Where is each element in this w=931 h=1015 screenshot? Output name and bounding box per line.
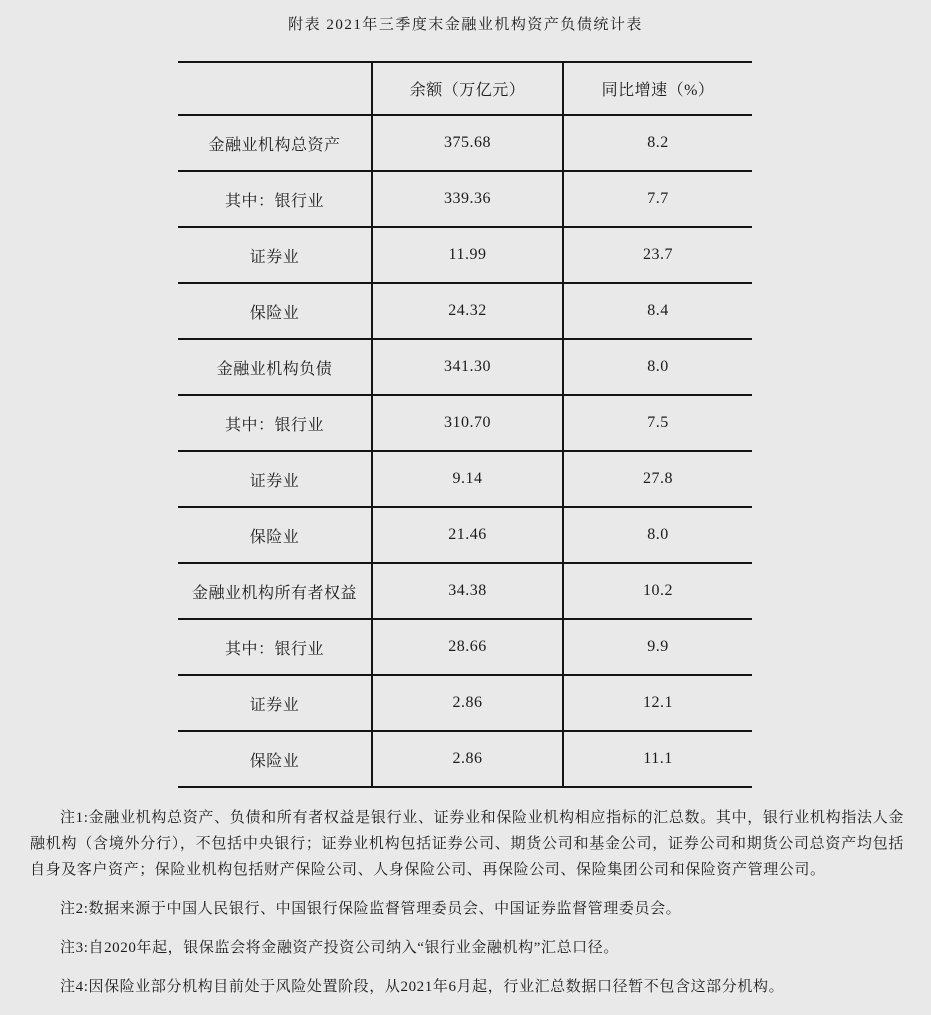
row-balance: 21.46 <box>372 507 563 563</box>
row-balance: 2.86 <box>372 675 563 731</box>
table-row <box>178 227 752 283</box>
row-label: 其中：银行业 <box>178 395 372 451</box>
row-growth: 7.5 <box>563 395 752 451</box>
financial-statistics-table <box>178 61 752 788</box>
row-label: 其中：银行业 <box>178 171 372 227</box>
footnote-3: 注3:自2020年起，银保监会将金融资产投资公司纳入“银行业金融机构”汇总口径。 <box>60 940 619 956</box>
footnote-1: 注1:金融业机构总资产、负债和所有者权益是银行业、证券业和保险业机构相应指标的汇总数。其中，银行业机构指法人金融机构（含境外分行），不包括中央银行；证券业机构包括证券公司、期货公司和基金公司，证券公司和期货公司总资产均包括自身及客户资产；保险业机构包括财产保险公司、人身保险公司、再保险公司、保险集团公司和保险资产管理公司。 <box>30 810 904 878</box>
page-title: 附表 2021年三季度末金融业机构资产负债统计表 <box>288 17 643 33</box>
row-growth: 8.0 <box>563 507 752 563</box>
row-balance: 9.14 <box>372 451 563 507</box>
header-growth: 同比增速（%） <box>563 62 752 115</box>
row-balance: 2.86 <box>372 731 563 787</box>
row-label: 金融业机构所有者权益 <box>178 563 372 619</box>
row-growth: 12.1 <box>563 675 752 731</box>
table-row <box>178 171 752 227</box>
row-label: 保险业 <box>178 731 372 787</box>
row-balance: 34.38 <box>372 563 563 619</box>
row-balance: 341.30 <box>372 339 563 395</box>
table-row <box>178 339 752 395</box>
row-balance: 28.66 <box>372 619 563 675</box>
table-row <box>178 619 752 675</box>
header-balance: 余额（万亿元） <box>372 62 563 115</box>
table-row <box>178 507 752 563</box>
table-row <box>178 675 752 731</box>
row-growth: 7.7 <box>563 171 752 227</box>
footnote-4: 注4:因保险业部分机构目前处于风险处置阶段，从2021年6月起，行业汇总数据口径暂不包含这部分机构。 <box>60 979 785 995</box>
row-growth: 10.2 <box>563 563 752 619</box>
row-growth: 8.2 <box>563 115 752 171</box>
row-balance: 375.68 <box>372 115 563 171</box>
row-balance: 24.32 <box>372 283 563 339</box>
table-row <box>178 395 752 451</box>
table-row <box>178 451 752 507</box>
row-label: 证券业 <box>178 227 372 283</box>
table-header-row <box>178 62 752 115</box>
row-label: 金融业机构总资产 <box>178 115 372 171</box>
row-growth: 11.1 <box>563 731 752 787</box>
table-row <box>178 731 752 787</box>
row-label: 其中：银行业 <box>178 619 372 675</box>
row-label: 证券业 <box>178 451 372 507</box>
row-growth: 27.8 <box>563 451 752 507</box>
row-balance: 310.70 <box>372 395 563 451</box>
row-growth: 8.0 <box>563 339 752 395</box>
row-balance: 339.36 <box>372 171 563 227</box>
header-indicator <box>178 62 372 115</box>
footnote-2: 注2:数据来源于中国人民银行、中国银行保险监督管理委员会、中国证券监督管理委员会。 <box>60 901 682 917</box>
table-row <box>178 283 752 339</box>
table-row <box>178 563 752 619</box>
row-label: 金融业机构负债 <box>178 339 372 395</box>
row-growth: 9.9 <box>563 619 752 675</box>
footnotes <box>30 805 904 1000</box>
row-balance: 11.99 <box>372 227 563 283</box>
row-growth: 8.4 <box>563 283 752 339</box>
row-label: 证券业 <box>178 675 372 731</box>
table-row <box>178 115 752 171</box>
row-label: 保险业 <box>178 283 372 339</box>
row-growth: 23.7 <box>563 227 752 283</box>
row-label: 保险业 <box>178 507 372 563</box>
